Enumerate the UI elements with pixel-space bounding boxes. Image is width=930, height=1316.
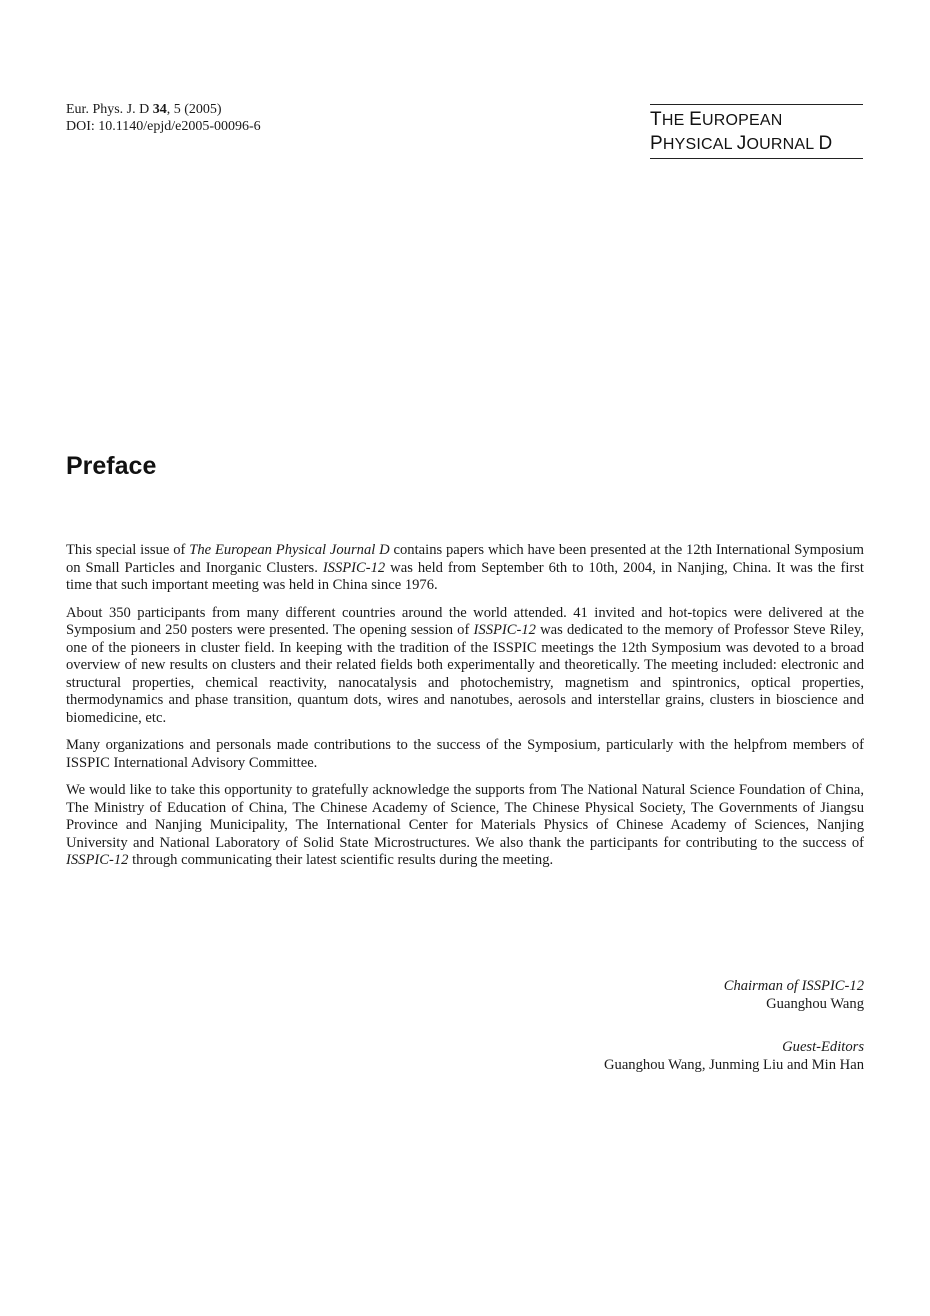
citation-block bbox=[66, 101, 261, 135]
paragraph-1: This special issue of The European Physical Journal D contains papers which have been presented at the 12th International Symposium on Small Particles and Inorganic Clusters. ISSPIC-12 was held from September 6th to 10th, 2004, in Nanjing, China. It was the first time that such important meeting was held in China since 1976. bbox=[66, 542, 864, 593]
guest-editors-role: Guest-Editors bbox=[782, 1039, 864, 1055]
guest-editors-names: Guanghou Wang, Junming Liu and Min Han bbox=[603, 1057, 864, 1073]
chairman-signature bbox=[724, 977, 864, 1013]
paragraph-3: Many organizations and personals made contributions to the success of the Symposium, particularly with the helpfrom members of ISSPIC International Advisory Committee. bbox=[66, 737, 864, 771]
page-title: Preface bbox=[66, 452, 157, 480]
guest-editors-signature bbox=[604, 1038, 864, 1074]
journal-masthead bbox=[650, 104, 863, 159]
citation-line bbox=[66, 101, 261, 118]
preface-body bbox=[66, 542, 864, 880]
citation-volume: 34 bbox=[152, 102, 167, 117]
chairman-name: Guanghou Wang bbox=[766, 996, 864, 1012]
journal-masthead-line2: PHYSICAL JOURNAL D bbox=[650, 133, 833, 154]
journal-masthead-line1: THE EUROPEAN bbox=[650, 109, 783, 130]
citation-journal: Eur. Phys. J. D bbox=[66, 102, 153, 117]
chairman-role: Chairman of ISSPIC-12 bbox=[723, 978, 864, 994]
paragraph-4: We would like to take this opportunity to gratefully acknowledge the supports from The National Natural Science Foundation of China, The Ministry of Education of China, The Chinese Academy of Science, The Chinese Physical Society, The Governments of Jiangsu Province and Nanjing Municipality, The International Center for Materials Physics of Chinese Academy of Sciences, Nanjing University and National Laboratory of Solid State Microstructures. We also thank the participants for contributing to the success of ISSPIC-12 through communicating their latest scientific results during the meeting. bbox=[66, 782, 864, 868]
citation-pages-year: , 5 (2005) bbox=[166, 102, 222, 117]
doi-line: DOI: 10.1140/epjd/e2005-00096-6 bbox=[66, 119, 261, 134]
paragraph-2: About 350 participants from many different countries around the world attended. 41 invited and hot-topics were delivered at the Symposium and 250 posters were presented. The opening session of ISSPIC-12 was dedicated to the memory of Professor Steve Riley, one of the pioneers in cluster field. In keeping with the tradition of the ISSPIC meetings the 12th Symposium was devoted to a broad overview of new results on clusters and their related fields both experimentally and theoretically. The meeting included: electronic and structural properties, chemical reactivity, nanocatalysis and photochemistry, magnetism and spintronics, optical properties, thermodynamics and phase transition, quantum dots, wires and nanotubes, aerosols and interstellar grains, clusters in bioscience and biomedicine, etc. bbox=[66, 604, 865, 726]
